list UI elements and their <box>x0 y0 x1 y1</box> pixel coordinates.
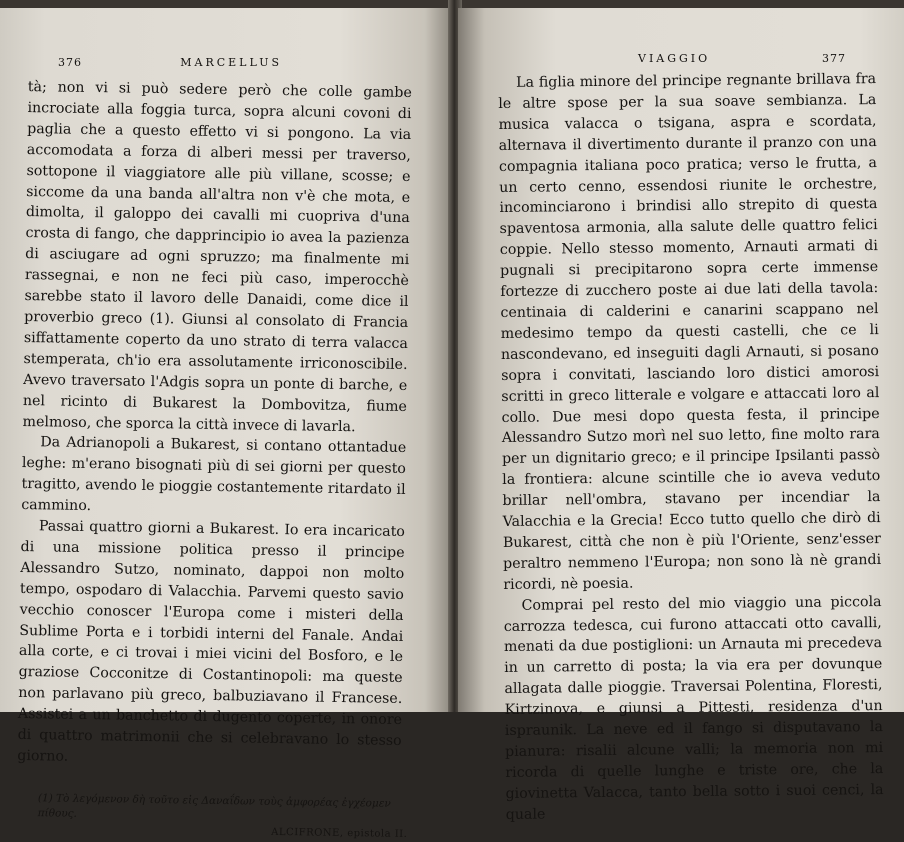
footnote-attribution: ALCIFRONE, epistola II. <box>271 826 408 840</box>
left-running-title: MARCELLUS <box>180 56 282 69</box>
left-body-text <box>17 77 412 773</box>
right-body-text <box>498 69 884 826</box>
left-running-head <box>28 56 412 69</box>
right-running-head <box>498 52 876 65</box>
left-paragraph-1: tà; non vi si può sedere però che colle gambe incrociate alla foggia turca, sopra alcuni covoni di paglia che a questo effetto vi si pongono. La via accomodata a forza di alberi messi per traverso, sottopone il viaggiatore alle più villane, scosse; e siccome da una banda all'altra non v'è che mota, e dimolta, il galoppo dei cavalli mi cuopriva d'una crosta di fango, che dapprincipio io avea la pazienza di asciugare ad ogni spruzzo; ma finalmente mi rassegnai, e non ne feci più caso, imperocchè sarebbe stato il lavoro delle Danaidi, come dice il proverbio greco (1). Giunsi al consolato di Francia siffattamente coperto da uno strato di terra valacca stemperata, ch'io era assolutamente irriconoscibile. Avevo traversato l'Adgis sopra un ponte di barche, e nel ricinto di Bukarest la Dombovitza, fiume melmoso, che sporca la città invece di lavarla. <box>22 78 412 435</box>
right-paragraph-2: Comprai pel resto del mio viaggio una piccola carrozza tedesca, cui furono attaccati otto cavalli, menati da due postiglioni: un Arnauta mi precedeva in un carretto di posta; la via era per dovunque allagata dalle pioggie. Traversai Polentina, Floresti, Kirtzinova, e giunsi a Pittesti, residenza d'un ispraunik. La neve ed il fango si disputavano la pianura: risalii alcune valli; la memoria non mi ricorda di quelle lunghe e triste ore, che la giovinetta Valacca, tanto bella sotto i suoi cenci, la quale <box>503 593 884 823</box>
left-paragraph-2: Da Adrianopoli a Bukarest, si contano ottantadue leghe: m'erano bisognati più di sei giorni per questo tragitto, avendo le pioggie costantemente ritardato il cammino. <box>21 434 407 515</box>
right-running-title: VIAGGIO <box>638 52 711 65</box>
left-footnote <box>27 791 412 842</box>
left-page-number: 376 <box>58 56 82 69</box>
footnote-text: (1) Τὸ λεγόμενον δὴ τοῦτο εἰς Δαναΐδων τοὺς ἀμφορέας ἐγχέομεν πίθους. <box>37 792 391 820</box>
right-page <box>458 8 904 823</box>
right-paragraph-1: La figlia minore del principe regnante brillava fra le altre spose per la sua soave sembianza. La musica valacca o tsigana, aspra e scordata, alternava il divertimento durante il pranzo con una compagnia italiana poco pratica; verso le frutta, a un certo cenno, essendosi riunite le orchestre, incominciarono i brindisi allo strepito di questa spaventosa armonia, alla salute delle quattro felici coppie. Nello stesso momento, Arnauti armati di pugnali si precipitarono sopra certe immense fortezze di zucchero poste ai due lati della tavola: centinaia di calderini e canarini scappano nel medesimo tempo da questi castelli, che ce li nascondevano, ed inseguiti dagli Arnauti, si posano sopra i convitati, lasciando loro distici amorosi scritti in greco litterale e volgare e attaccati loro al collo. Due mesi dopo questa festa, il principe Alessandro Sutzo morì nel suo letto, fine molto rara per un dignitario greco; e il principe Ipsilanti passò la frontiera: alcune scintille che io aveva veduto brillar nell'ombra, stavano per incendiar la Valacchia e la Grecia! Ecco tutto quello che dirò di Bukarest, città che non è più l'Oriente, senz'esser peraltro nemmeno l'Europa; non sono là nè grandi ricordi, nè poesia. <box>498 71 882 593</box>
left-paragraph-3: Passai quattro giorni a Bukarest. Io era incaricato di una missione politica presso il principe Alessandro Sutzo, nominato, dappoi non molto tempo, ospodaro di Valacchia. Parvemi questo savio vecchio conoscer l'Europa come i misteri della Sublime Porta e i torbidi interni del Fanale. Andai alla corte, e ci trovai i miei vicini del Bosforo, e le graziose Cocconitze di Costantinopoli: ma queste non parlavano più greco, balbuziavano il Francese. Assistei a un banchetto di dugento coperte, in onore di quattro matrimonii che si celebravano lo stesso giorno. <box>17 518 406 765</box>
left-page <box>0 8 452 840</box>
right-page-number: 377 <box>822 52 846 65</box>
